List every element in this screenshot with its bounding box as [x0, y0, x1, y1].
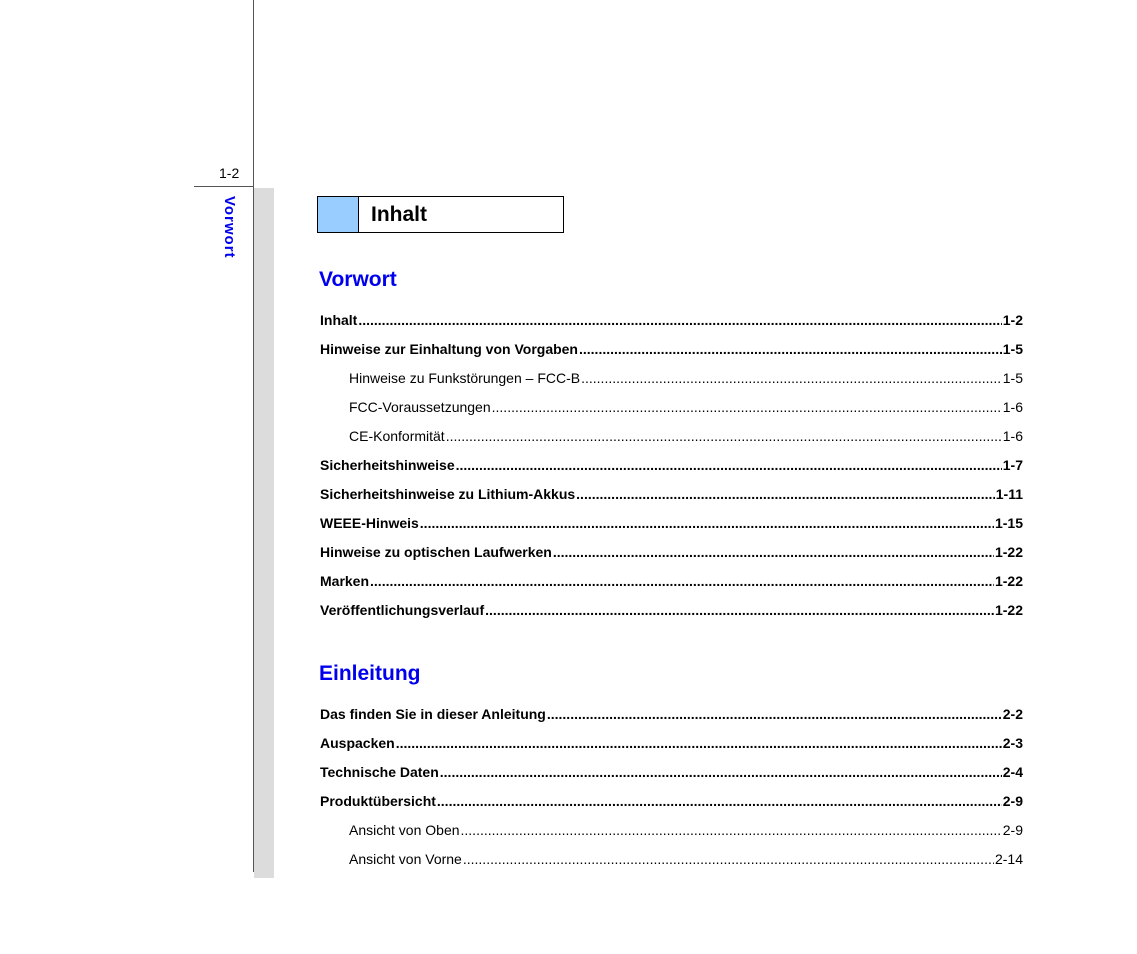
toc-entry-page: 2-14 — [994, 851, 1023, 867]
margin-gray-bar — [254, 188, 274, 878]
toc-entry-label: Sicherheitshinweise zu Lithium-Akkus — [320, 486, 576, 502]
toc-entry-label: FCC-Voraussetzungen — [349, 399, 491, 415]
toc-entry-label: Auspacken — [320, 735, 395, 751]
toc-entry[interactable] — [320, 364, 1023, 393]
toc-entry[interactable] — [320, 567, 1023, 596]
toc-entry[interactable] — [320, 758, 1023, 787]
toc-dot-leader — [547, 700, 1002, 729]
toc-entry-page: 1-11 — [995, 486, 1023, 502]
toc-entry[interactable] — [320, 509, 1023, 538]
toc-entry-page: 2-3 — [1002, 735, 1023, 751]
chapter-side-label: Vorwort — [221, 196, 238, 259]
toc-list-einleitung — [320, 700, 1023, 874]
toc-entry-label: WEEE-Hinweis — [320, 515, 419, 531]
toc-entry-label: Ansicht von Oben — [349, 822, 460, 838]
toc-entry-page: 1-5 — [1002, 341, 1023, 357]
toc-dot-leader — [440, 758, 1002, 787]
toc-dot-leader — [463, 845, 994, 874]
toc-entry[interactable] — [320, 787, 1023, 816]
toc-entry-page: 1-22 — [994, 602, 1023, 618]
title-color-swatch — [318, 197, 359, 232]
toc-entry-page: 1-22 — [994, 573, 1023, 589]
toc-dot-leader — [358, 306, 1001, 335]
toc-entry-page: 2-9 — [1002, 822, 1023, 838]
toc-entry-label: Hinweise zu optischen Laufwerken — [320, 544, 552, 560]
toc-dot-leader — [370, 567, 994, 596]
toc-dot-leader — [420, 509, 994, 538]
toc-entry-page: 1-7 — [1002, 457, 1023, 473]
toc-entry-page: 1-6 — [1002, 399, 1023, 415]
toc-entry-page: 1-22 — [994, 544, 1023, 560]
toc-dot-leader — [456, 451, 1002, 480]
toc-entry-page: 1-5 — [1002, 370, 1023, 386]
toc-entry[interactable] — [320, 306, 1023, 335]
margin-horizontal-rule — [194, 186, 254, 187]
toc-entry[interactable] — [320, 596, 1023, 625]
toc-dot-leader — [576, 480, 995, 509]
toc-entry-page: 2-4 — [1002, 764, 1023, 780]
toc-dot-leader — [461, 816, 1002, 845]
toc-dot-leader — [485, 596, 994, 625]
toc-entry-label: Produktübersicht — [320, 793, 436, 809]
toc-list-vorwort — [320, 306, 1023, 625]
toc-entry-label: Hinweise zu Funkstörungen – FCC-B — [349, 370, 581, 386]
toc-entry[interactable] — [320, 816, 1023, 845]
toc-entry-label: Sicherheitshinweise — [320, 457, 455, 473]
toc-entry[interactable] — [320, 451, 1023, 480]
toc-entry[interactable] — [320, 480, 1023, 509]
page-title: Inhalt — [371, 203, 427, 226]
toc-entry-page: 1-15 — [994, 515, 1023, 531]
toc-entry[interactable] — [320, 845, 1023, 874]
toc-dot-leader — [396, 729, 1002, 758]
toc-entry-label: Marken — [320, 573, 370, 589]
toc-entry[interactable] — [320, 335, 1023, 364]
toc-entry-label: Das finden Sie in dieser Anleitung — [320, 706, 546, 722]
toc-entry-label: Technische Daten — [320, 764, 439, 780]
toc-entry-page: 2-2 — [1002, 706, 1023, 722]
toc-dot-leader — [581, 364, 1002, 393]
toc-entry-page: 1-2 — [1002, 312, 1023, 328]
section-heading-einleitung: Einleitung — [319, 662, 421, 685]
page-title-box — [317, 196, 564, 233]
toc-dot-leader — [579, 335, 1002, 364]
toc-entry-label: CE-Konformität — [349, 428, 445, 444]
toc-entry-label: Ansicht von Vorne — [349, 851, 462, 867]
toc-entry[interactable] — [320, 393, 1023, 422]
toc-entry-page: 1-6 — [1002, 428, 1023, 444]
toc-entry-page: 2-9 — [1002, 793, 1023, 809]
toc-entry[interactable] — [320, 538, 1023, 567]
toc-entry-label: Hinweise zur Einhaltung von Vorgaben — [320, 341, 578, 357]
toc-dot-leader — [492, 393, 1002, 422]
toc-dot-leader — [553, 538, 994, 567]
page-number: 1-2 — [219, 165, 240, 181]
toc-entry-label: Inhalt — [320, 312, 358, 328]
toc-entry-label: Veröffentlichungsverlauf — [320, 602, 485, 618]
toc-entry[interactable] — [320, 729, 1023, 758]
toc-dot-leader — [437, 787, 1002, 816]
toc-dot-leader — [446, 422, 1002, 451]
toc-entry[interactable] — [320, 422, 1023, 451]
toc-entry[interactable] — [320, 700, 1023, 729]
section-heading-vorwort: Vorwort — [319, 268, 397, 291]
